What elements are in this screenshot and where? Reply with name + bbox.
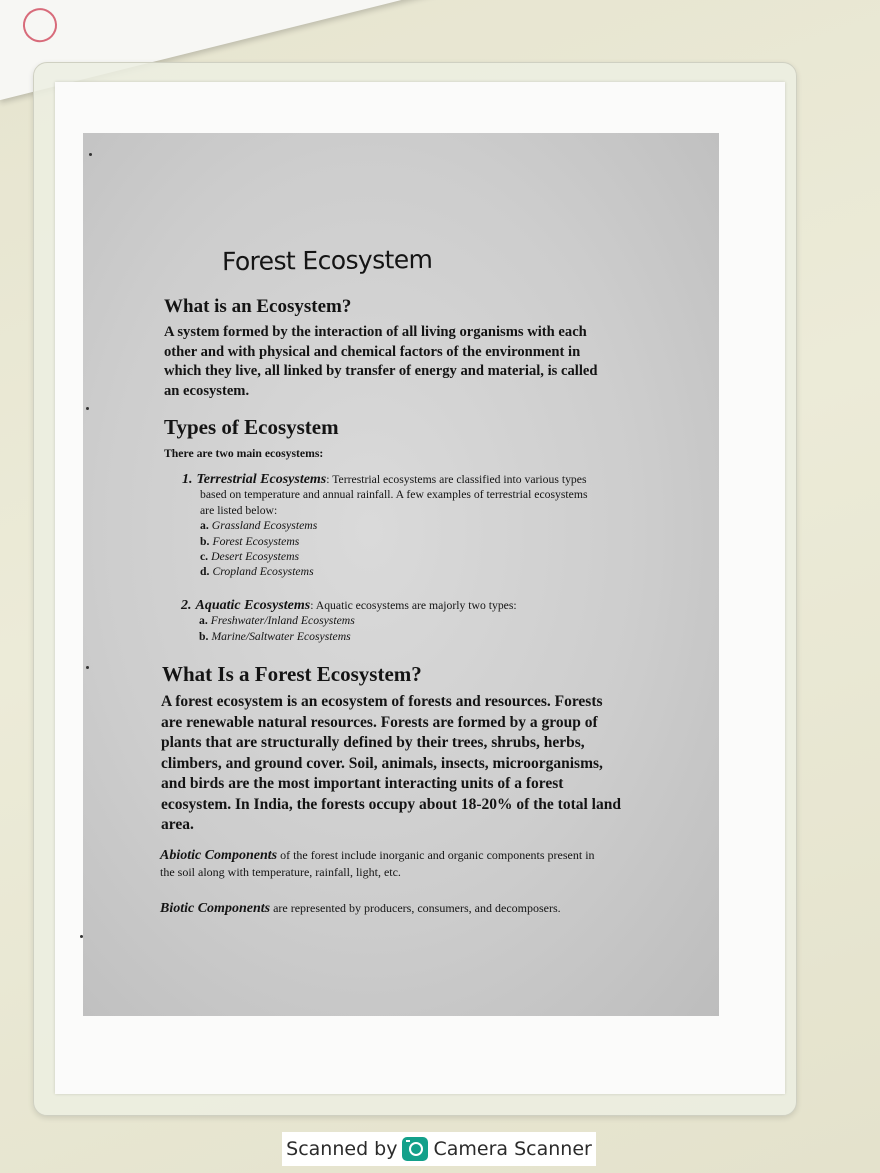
types-intro — [164, 446, 323, 461]
ecosystem-definition — [164, 323, 664, 401]
text-line: A system formed by the interaction of all living organisms with each — [164, 324, 587, 340]
text-line: A forest ecosystem is an ecosystem of forests and resources. Forests — [161, 693, 603, 710]
abiotic-text: of the forest include inorganic and organic components present in — [277, 848, 595, 862]
text-line: based on temperature and annual rainfall. A few examples of terrestrial ecosystems — [200, 488, 588, 502]
terrestrial-ecosystems-item — [182, 472, 642, 580]
text-line: plants that are structurally defined by their trees, shrubs, herbs, — [161, 734, 585, 751]
camera-scanner-icon — [402, 1137, 428, 1161]
terrestrial-first-line — [182, 472, 642, 487]
sub-text: Grassland Ecosystems — [211, 519, 318, 533]
sub-item — [200, 564, 642, 579]
list-number: 2. — [181, 598, 192, 613]
sub-text: Desert Ecosystems — [211, 550, 300, 564]
document-title: Forest Ecosystem — [221, 244, 433, 277]
text-line: the soil along with temperature, rainfall, light, etc. — [160, 865, 401, 879]
scanner-watermark — [282, 1132, 596, 1166]
sub-item — [200, 549, 642, 564]
sub-text: Forest Ecosystems — [212, 534, 300, 548]
watermark-app-name: Camera Scanner — [433, 1138, 592, 1160]
intro-text: There are two main ecosystems: — [164, 447, 324, 460]
abiotic-term: Abiotic Components — [160, 848, 278, 863]
list-number: 1. — [182, 472, 193, 487]
abiotic-components-paragraph — [160, 847, 650, 881]
sub-item — [200, 518, 642, 533]
heading-what-is-forest-ecosystem: What Is a Forest Ecosystem? — [162, 662, 422, 686]
sub-letter: d. — [200, 565, 210, 579]
text-line: are renewable natural resources. Forests are formed by a group of — [161, 713, 598, 731]
text-line: other and with physical and chemical factors of the environment in — [164, 343, 581, 360]
biotic-term: Biotic Components — [160, 901, 271, 916]
sub-text: Cropland Ecosystems — [212, 565, 314, 579]
sub-letter: a. — [200, 519, 209, 533]
text-line: are listed below: — [200, 503, 278, 517]
aquatic-ecosystems-item — [181, 598, 641, 644]
sub-item — [199, 629, 641, 644]
sub-letter: a. — [199, 614, 208, 628]
sub-text: Marine/Saltwater Ecosystems — [211, 629, 351, 643]
forest-ecosystem-description — [161, 692, 651, 836]
text-line: which they live, all linked by transfer of energy and material, is called — [164, 363, 598, 379]
sub-text: Freshwater/Inland Ecosystems — [210, 614, 355, 628]
biotic-text: are represented by producers, consumers, and decomposers. — [270, 901, 561, 915]
aquatic-desc: : Aquatic ecosystems are majorly two types: — [310, 599, 517, 612]
heading-what-is-ecosystem: What is an Ecosystem? — [164, 296, 352, 317]
abiotic-first-line — [160, 847, 650, 864]
text-line: area. — [161, 816, 194, 833]
biotic-components-paragraph — [160, 900, 650, 917]
text-line: ecosystem. In India, the forests occupy about 18-20% of the total land — [161, 795, 621, 813]
watermark-prefix: Scanned by — [286, 1138, 398, 1160]
terrestrial-desc: : Terrestrial ecosystems are classified into various types — [326, 473, 587, 486]
text-line: an ecosystem. — [164, 382, 250, 399]
sub-item — [199, 613, 641, 628]
sub-letter: c. — [200, 550, 209, 564]
terrestrial-title: Terrestrial Ecosystems — [196, 472, 327, 487]
heading-types-of-ecosystem: Types of Ecosystem — [164, 415, 339, 439]
aquatic-title: Aquatic Ecosystems — [195, 598, 311, 613]
text-line: climbers, and ground cover. Soil, animals, insects, microorganisms, — [161, 754, 603, 772]
sub-item — [200, 534, 642, 549]
sub-letter: b. — [200, 534, 210, 548]
sub-letter: b. — [199, 629, 209, 643]
aquatic-first-line — [181, 598, 641, 613]
text-line: and birds are the most important interacting units of a forest — [161, 775, 564, 792]
